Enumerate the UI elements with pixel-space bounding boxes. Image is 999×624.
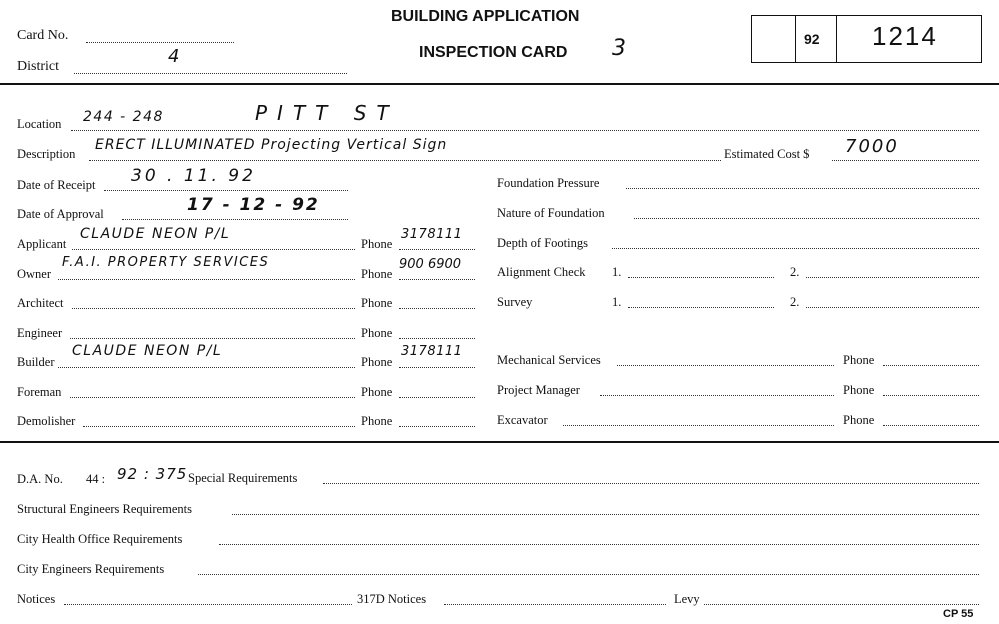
survey-field-2[interactable] bbox=[806, 307, 979, 308]
description-field[interactable] bbox=[89, 160, 721, 161]
location-label: Location bbox=[17, 117, 62, 131]
box-divider-1 bbox=[795, 16, 796, 62]
card-number-hw: 3 bbox=[612, 36, 630, 61]
architect-label: Architect bbox=[17, 296, 64, 310]
architect-field[interactable] bbox=[72, 308, 355, 309]
foreman-label: Foreman bbox=[17, 385, 62, 399]
mechanical-field[interactable] bbox=[617, 365, 834, 366]
da-label: D.A. No. bbox=[17, 472, 63, 486]
survey-label: Survey bbox=[497, 295, 533, 309]
applicant-phone-label: Phone bbox=[361, 237, 393, 251]
excavator-phone-label: Phone bbox=[843, 413, 875, 427]
project-manager-field[interactable] bbox=[600, 395, 834, 396]
district-label: District bbox=[17, 59, 59, 74]
survey-field-1[interactable] bbox=[628, 307, 774, 308]
structural-label: Structural Engineers Requirements bbox=[17, 502, 192, 516]
card-reference-box bbox=[751, 15, 982, 63]
top-divider bbox=[0, 83, 999, 85]
health-field[interactable] bbox=[219, 544, 979, 545]
location-field[interactable] bbox=[71, 130, 979, 131]
demolisher-field[interactable] bbox=[83, 426, 355, 427]
depth-footings-field[interactable] bbox=[612, 248, 979, 249]
demolisher-phone-label: Phone bbox=[361, 414, 393, 428]
location-value: 244 - 248 bbox=[83, 109, 164, 125]
foreman-phone-label: Phone bbox=[361, 385, 393, 399]
description-value: ERECT ILLUMINATED Projecting Vertical Sign bbox=[95, 137, 448, 153]
notices-317d-field[interactable] bbox=[444, 604, 666, 605]
card-no-field[interactable] bbox=[86, 42, 234, 43]
health-label: City Health Office Requirements bbox=[17, 532, 183, 546]
foreman-field[interactable] bbox=[70, 397, 355, 398]
engineer-label: Engineer bbox=[17, 326, 63, 340]
date-approval-value: 17 - 12 - 92 bbox=[187, 195, 320, 215]
date-receipt-label: Date of Receipt bbox=[17, 178, 96, 192]
foundation-pressure-field[interactable] bbox=[626, 188, 979, 189]
card-no-label: Card No. bbox=[17, 28, 69, 43]
project-manager-phone-label: Phone bbox=[843, 383, 875, 397]
levy-field[interactable] bbox=[704, 604, 979, 605]
survey-num-2: 2. bbox=[790, 295, 800, 309]
excavator-phone-field[interactable] bbox=[883, 425, 979, 426]
applicant-value: CLAUDE NEON P/L bbox=[80, 226, 231, 242]
foreman-phone-field[interactable] bbox=[399, 397, 475, 398]
notices-label: Notices bbox=[17, 592, 56, 606]
da-prefix: 44 : bbox=[86, 472, 106, 486]
estimated-cost-label: Estimated Cost $ bbox=[724, 147, 810, 161]
title-line-2: INSPECTION CARD bbox=[419, 44, 568, 61]
description-label: Description bbox=[17, 147, 76, 161]
applicant-phone-value: 3178111 bbox=[401, 227, 463, 242]
structural-field[interactable] bbox=[232, 514, 979, 515]
excavator-label: Excavator bbox=[497, 413, 548, 427]
mechanical-phone-label: Phone bbox=[843, 353, 875, 367]
estimated-cost-value: 7000 bbox=[845, 136, 899, 157]
builder-value: CLAUDE NEON P/L bbox=[72, 343, 223, 359]
box-year: 92 bbox=[804, 31, 820, 47]
notices-317d-label: 317D Notices bbox=[357, 592, 427, 606]
date-approval-field[interactable] bbox=[122, 219, 348, 220]
owner-field[interactable] bbox=[58, 279, 355, 280]
applicant-phone-field[interactable] bbox=[399, 249, 475, 250]
depth-footings-label: Depth of Footings bbox=[497, 236, 588, 250]
applicant-label: Applicant bbox=[17, 237, 67, 251]
district-value: 4 bbox=[168, 46, 184, 67]
survey-num-1: 1. bbox=[612, 295, 622, 309]
middle-divider bbox=[0, 441, 999, 443]
builder-label: Builder bbox=[17, 355, 55, 369]
date-approval-label: Date of Approval bbox=[17, 207, 104, 221]
builder-phone-value: 3178111 bbox=[401, 344, 463, 359]
owner-phone-field[interactable] bbox=[399, 279, 475, 280]
special-requirements-label: Special Requirements bbox=[188, 471, 298, 485]
architect-phone-label: Phone bbox=[361, 296, 393, 310]
owner-phone-label: Phone bbox=[361, 267, 393, 281]
engineer-field[interactable] bbox=[70, 338, 355, 339]
demolisher-phone-field[interactable] bbox=[399, 426, 475, 427]
builder-phone-label: Phone bbox=[361, 355, 393, 369]
da-value: 92 : 375 bbox=[117, 465, 188, 483]
nature-foundation-field[interactable] bbox=[634, 218, 979, 219]
special-requirements-field[interactable] bbox=[323, 483, 979, 484]
alignment-check-label: Alignment Check bbox=[497, 265, 586, 279]
nature-foundation-label: Nature of Foundation bbox=[497, 206, 605, 220]
location-value-street: PITT ST bbox=[255, 101, 399, 125]
city-engineers-label: City Engineers Requirements bbox=[17, 562, 165, 576]
excavator-field[interactable] bbox=[563, 425, 834, 426]
engineer-phone-label: Phone bbox=[361, 326, 393, 340]
alignment-field-1[interactable] bbox=[628, 277, 774, 278]
alignment-num-2: 2. bbox=[790, 265, 800, 279]
builder-phone-field[interactable] bbox=[399, 367, 475, 368]
box-number: 1214 bbox=[872, 21, 938, 51]
title-line-1: BUILDING APPLICATION bbox=[391, 8, 580, 25]
alignment-field-2[interactable] bbox=[806, 277, 979, 278]
builder-field[interactable] bbox=[58, 367, 355, 368]
form-code: CP 55 bbox=[943, 608, 974, 620]
owner-label: Owner bbox=[17, 267, 52, 281]
project-manager-phone-field[interactable] bbox=[883, 395, 979, 396]
owner-value: F.A.I. PROPERTY SERVICES bbox=[62, 255, 270, 270]
city-engineers-field[interactable] bbox=[198, 574, 979, 575]
date-receipt-value: 30 . 11. 92 bbox=[131, 166, 256, 186]
district-field[interactable] bbox=[74, 73, 347, 74]
owner-phone-value: 900 6900 bbox=[399, 257, 462, 272]
project-manager-label: Project Manager bbox=[497, 383, 580, 397]
mechanical-label: Mechanical Services bbox=[497, 353, 601, 367]
architect-phone-field[interactable] bbox=[399, 308, 475, 309]
estimated-cost-field[interactable] bbox=[832, 160, 979, 161]
box-divider-2 bbox=[836, 16, 837, 62]
alignment-num-1: 1. bbox=[612, 265, 622, 279]
applicant-field[interactable] bbox=[72, 249, 355, 250]
mechanical-phone-field[interactable] bbox=[883, 365, 979, 366]
notices-field[interactable] bbox=[64, 604, 352, 605]
engineer-phone-field[interactable] bbox=[399, 338, 475, 339]
date-receipt-field[interactable] bbox=[104, 190, 348, 191]
foundation-pressure-label: Foundation Pressure bbox=[497, 176, 600, 190]
demolisher-label: Demolisher bbox=[17, 414, 76, 428]
levy-label: Levy bbox=[674, 592, 700, 606]
